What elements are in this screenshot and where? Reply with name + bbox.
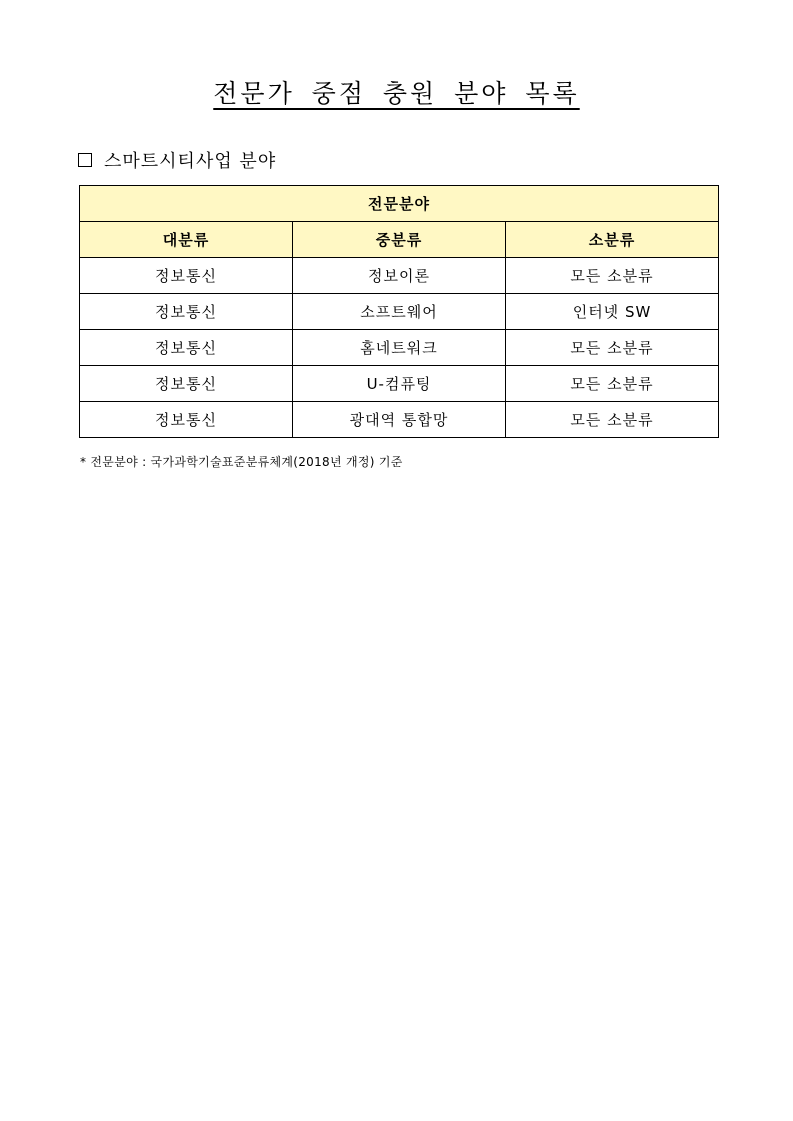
section-label: 스마트시티사업 분야 xyxy=(104,151,277,172)
column-header-middle: 중분류 xyxy=(293,222,506,258)
table-cell: 모든 소분류 xyxy=(506,366,719,402)
section-heading xyxy=(78,147,276,173)
page-title xyxy=(0,72,793,110)
checkbox-icon xyxy=(78,153,92,167)
footnote: * 전문분야 : 국가과학기술표준분류체계(2018년 개정) 기준 xyxy=(80,455,403,469)
table-cell: 정보통신 xyxy=(80,294,293,330)
table-row xyxy=(80,294,719,330)
table-cell: 광대역 통합망 xyxy=(293,402,506,438)
table-column-header-row xyxy=(80,222,719,258)
table-cell: 소프트웨어 xyxy=(293,294,506,330)
table-cell: 인터넷 SW xyxy=(506,294,719,330)
table-cell: U-컴퓨팅 xyxy=(293,366,506,402)
table-cell: 정보이론 xyxy=(293,258,506,294)
table-cell: 모든 소분류 xyxy=(506,258,719,294)
table-cell: 모든 소분류 xyxy=(506,330,719,366)
table-row xyxy=(80,402,719,438)
table-cell: 정보통신 xyxy=(80,402,293,438)
group-header-cell: 전문분야 xyxy=(80,186,719,222)
expertise-table xyxy=(79,185,719,438)
table-cell: 정보통신 xyxy=(80,258,293,294)
table-group-header-row xyxy=(80,186,719,222)
column-header-major: 대분류 xyxy=(80,222,293,258)
table-cell: 홈네트워크 xyxy=(293,330,506,366)
table-cell: 정보통신 xyxy=(80,366,293,402)
table-cell: 모든 소분류 xyxy=(506,402,719,438)
page-title-text: 전문가 중점 충원 분야 목록 xyxy=(213,79,580,108)
table-row xyxy=(80,258,719,294)
column-header-minor: 소분류 xyxy=(506,222,719,258)
table-cell: 정보통신 xyxy=(80,330,293,366)
table-row xyxy=(80,366,719,402)
table-row xyxy=(80,330,719,366)
